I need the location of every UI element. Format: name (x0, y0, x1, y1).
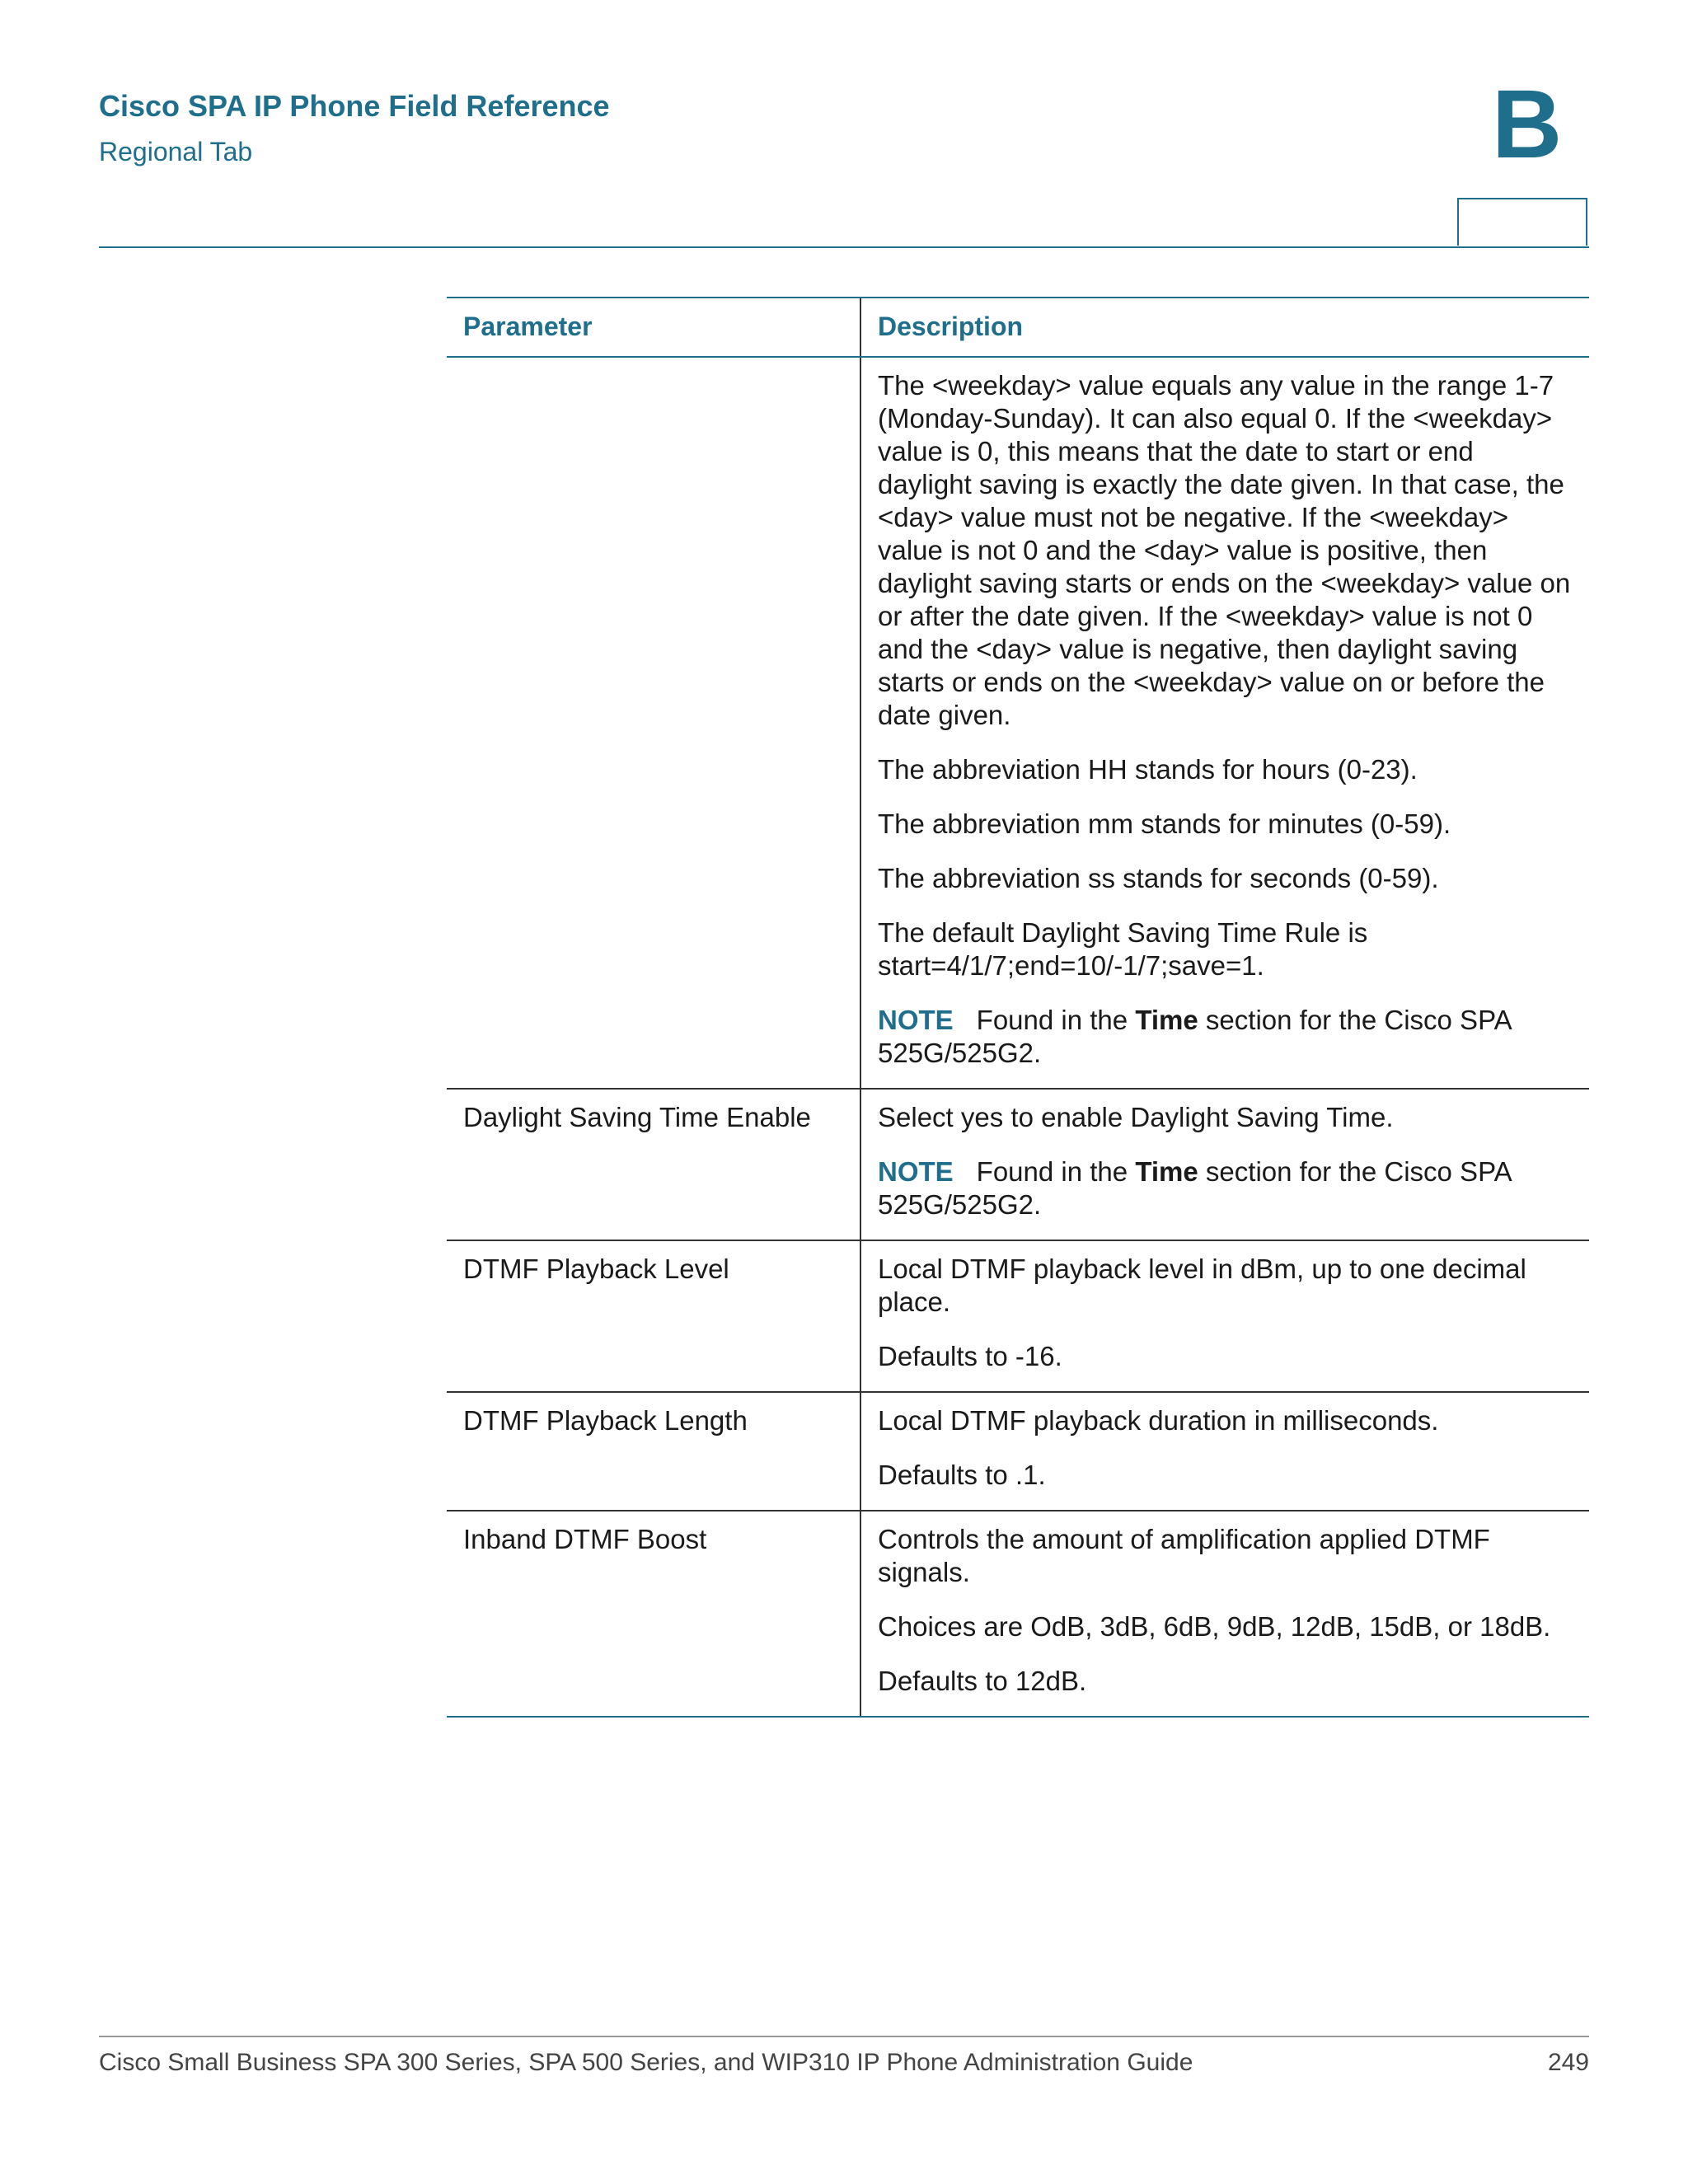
parameter-cell: DTMF Playback Length (447, 1392, 860, 1511)
description-paragraph: The default Daylight Saving Time Rule is start=4/1/7;end=10/-1/7;save=1. (878, 917, 1368, 981)
table-row (447, 1511, 1589, 1717)
parameter-cell (447, 357, 860, 1089)
table-body (447, 357, 1589, 1717)
description-paragraph: Controls the amount of amplification applied DTMF signals. (878, 1524, 1490, 1587)
chapter-letter: B (1492, 70, 1563, 179)
field-reference-table (447, 297, 1589, 1718)
description-paragraph: The <weekday> value equals any value in the range 1-7 (Monday-Sunday). It can also equal 0. If the <weekday> value is 0, this means that the date to start or end daylight saving is exactly the date given. In that case, the <day> value must not be negative. If the <weekday> value is not 0 and the <day> value is positive, then daylight saving starts or ends on the <weekday> value on or after the date given. If the <weekday> value is not 0 and the <day> value is negative, then daylight saving starts or ends on the <weekday> value on or before the date given. (878, 370, 1571, 730)
column-header-parameter: Parameter (447, 298, 860, 357)
header-rule (99, 246, 1589, 248)
note-text: Found in the (976, 1005, 1136, 1035)
header-subtitle: Regional Tab (99, 137, 253, 166)
description-paragraph: Local DTMF playback level in dBm, up to one decimal place. (878, 1254, 1526, 1317)
description-paragraph: The abbreviation ss stands for seconds (0-59). (878, 863, 1439, 893)
description-cell (860, 1392, 1589, 1511)
description-cell (860, 357, 1589, 1089)
description-paragraph: Local DTMF playback duration in milliseconds. (878, 1405, 1439, 1436)
description-cell (860, 1511, 1589, 1717)
table-row (447, 1240, 1589, 1392)
note-label: NOTE (878, 1005, 954, 1035)
table-row (447, 357, 1589, 1089)
note-paragraph (878, 1155, 1573, 1221)
description-paragraph: Defaults to 12dB. (878, 1666, 1087, 1696)
header-title: Cisco SPA IP Phone Field Reference (99, 89, 610, 123)
note-bold-term: Time (1135, 1005, 1198, 1035)
description-paragraph: Choices are OdB, 3dB, 6dB, 9dB, 12dB, 15dB, or 18dB. (878, 1611, 1551, 1642)
table-header-row (447, 298, 1589, 357)
parameter-cell: Daylight Saving Time Enable (447, 1089, 860, 1240)
description-paragraph: Select yes to enable Daylight Saving Time. (878, 1102, 1394, 1132)
description-paragraph: Defaults to -16. (878, 1341, 1062, 1371)
footer-guide-title: Cisco Small Business SPA 300 Series, SPA 500 Series, and WIP310 IP Phone Administration Guide (99, 2049, 1193, 2076)
description-paragraph: The abbreviation mm stands for minutes (0-59). (878, 808, 1451, 839)
parameter-cell: Inband DTMF Boost (447, 1511, 860, 1717)
parameter-cell: DTMF Playback Level (447, 1240, 860, 1392)
footer-rule (99, 2036, 1589, 2037)
note-label: NOTE (878, 1156, 954, 1187)
note-text: section for the Cisco SPA 525G/525G2. (878, 1156, 1511, 1220)
note-paragraph (878, 1004, 1573, 1070)
column-header-description: Description (860, 298, 1589, 357)
note-bold-term: Time (1135, 1156, 1198, 1187)
description-paragraph: Defaults to .1. (878, 1460, 1046, 1490)
table-row (447, 1392, 1589, 1511)
note-text: Found in the (976, 1156, 1136, 1187)
note-text: section for the Cisco SPA 525G/525G2. (878, 1005, 1511, 1068)
footer-page-number: 249 (1547, 2049, 1589, 2076)
description-cell (860, 1089, 1589, 1240)
chapter-box (1457, 198, 1587, 246)
table-row (447, 1089, 1589, 1240)
description-cell (860, 1240, 1589, 1392)
description-paragraph: The abbreviation HH stands for hours (0-23). (878, 754, 1418, 785)
